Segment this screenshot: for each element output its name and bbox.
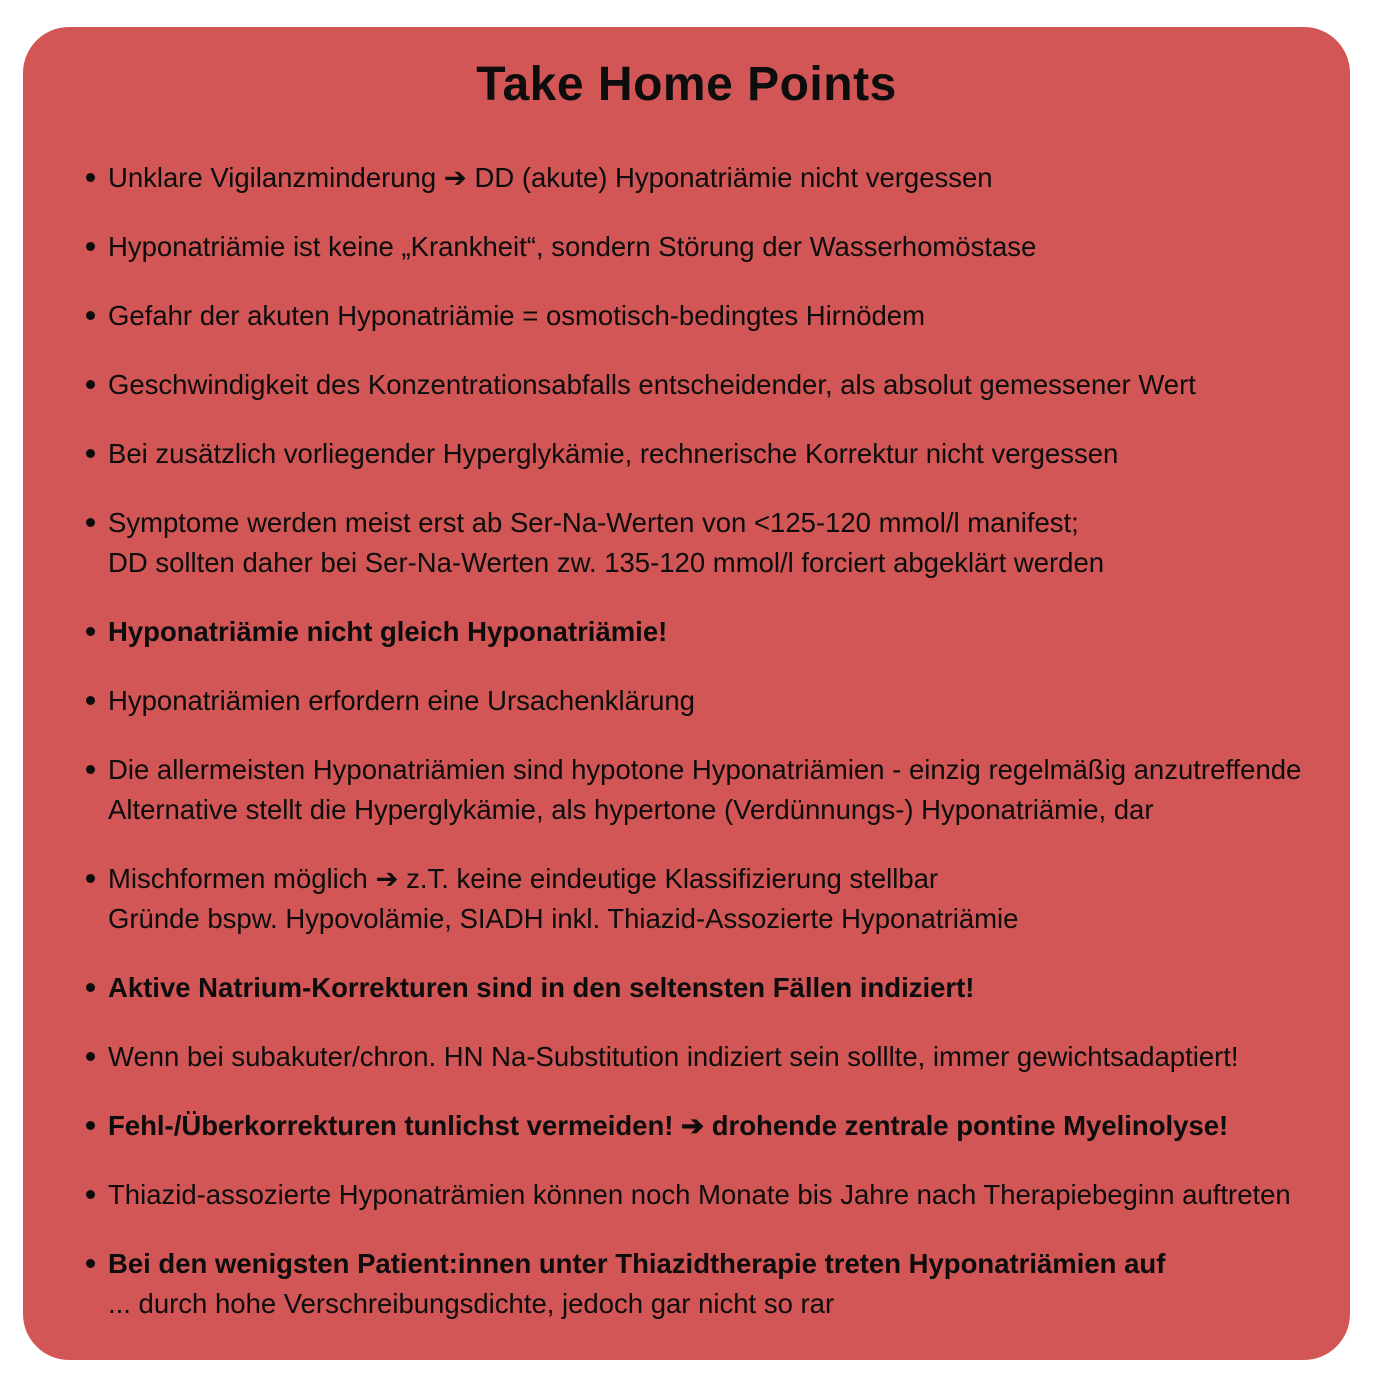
- bullet-text: Gründe bspw. Hypovolämie, SIADH inkl. Thiazid-Assozierte Hyponatriämie: [108, 903, 1019, 934]
- bullet-text: Mischformen möglich ➔ z.T. keine eindeutige Klassifizierung stellbar: [108, 863, 939, 894]
- bullet-icon: [86, 874, 95, 883]
- bullet-text: Die allermeisten Hyponatriämien sind hypotone Hyponatriämien - einzig regelmäßig anzutreffende: [108, 754, 1302, 785]
- bullet-text: Hyponatriämie nicht gleich Hyponatriämie!: [108, 616, 668, 647]
- list-item: [85, 503, 1308, 583]
- take-home-points-card: [23, 27, 1350, 1360]
- list-item: [85, 968, 1308, 1008]
- bullet-list: [85, 158, 1308, 1324]
- bullet-icon: [86, 1190, 95, 1199]
- bullet-text: Thiazid-assozierte Hyponaträmien können noch Monate bis Jahre nach Therapiebeginn auftreten: [108, 1179, 1291, 1210]
- bullet-text: Gefahr der akuten Hyponatriämie = osmotisch-bedingtes Hirnödem: [108, 300, 926, 331]
- bullet-text: DD sollten daher bei Ser-Na-Werten zw. 135-120 mmol/l forciert abgeklärt werden: [108, 547, 1105, 578]
- list-item: [85, 1244, 1308, 1324]
- bullet-icon: [86, 311, 95, 320]
- list-item: [85, 612, 1308, 652]
- list-item: [85, 434, 1308, 474]
- bullet-icon: [86, 627, 95, 636]
- bullet-text: Aktive Natrium-Korrekturen sind in den seltensten Fällen indiziert!: [108, 972, 975, 1003]
- bullet-text: Wenn bei subakuter/chron. HN Na-Substitution indiziert sein solllte, immer gewichtsadaptiert!: [108, 1041, 1239, 1072]
- bullet-icon: [86, 173, 95, 182]
- page-title: Take Home Points: [476, 58, 897, 111]
- list-item: [85, 750, 1308, 830]
- bullet-icon: [86, 983, 95, 992]
- bullet-icon: [86, 518, 95, 527]
- bullet-text: ... durch hohe Verschreibungsdichte, jedoch gar nicht so rar: [108, 1288, 835, 1319]
- bullet-icon: [86, 449, 95, 458]
- bullet-icon: [86, 242, 95, 251]
- bullet-text: Bei zusätzlich vorliegender Hyperglykämie, rechnerische Korrektur nicht vergessen: [108, 438, 1119, 469]
- list-item: [85, 227, 1308, 267]
- list-item: [85, 158, 1308, 198]
- bullet-icon: [86, 1259, 95, 1268]
- bullet-text: Fehl-/Überkorrekturen tunlichst vermeiden! ➔ drohende zentrale pontine Myelinolyse!: [108, 1110, 1229, 1141]
- list-item: [85, 296, 1308, 336]
- bullet-text: Geschwindigkeit des Konzentrationsabfalls entscheidender, als absolut gemessener Wert: [108, 369, 1196, 400]
- bullet-text: Hyponatriämien erfordern eine Ursachenklärung: [108, 685, 695, 716]
- bullet-icon: [86, 696, 95, 705]
- bullet-text: Alternative stellt die Hyperglykämie, als hypertone (Verdünnungs-) Hyponatriämie, dar: [108, 794, 1154, 825]
- bullet-icon: [86, 1052, 95, 1061]
- bullet-text: Symptome werden meist erst ab Ser-Na-Werten von <125-120 mmol/l manifest;: [108, 507, 1079, 538]
- bullet-text: Bei den wenigsten Patient:innen unter Thiazidtherapie treten Hyponatriämien auf: [108, 1248, 1166, 1279]
- list-item: [85, 365, 1308, 405]
- list-item: [85, 1175, 1308, 1215]
- bullet-icon: [86, 380, 95, 389]
- bullet-icon: [86, 765, 95, 774]
- list-item: [85, 1106, 1308, 1146]
- list-item: [85, 859, 1308, 939]
- bullet-text: Unklare Vigilanzminderung ➔ DD (akute) Hyponatriämie nicht vergessen: [108, 162, 993, 193]
- list-item: [85, 1037, 1308, 1077]
- bullet-text: Hyponatriämie ist keine „Krankheit“, sondern Störung der Wasserhomöstase: [108, 231, 1037, 262]
- bullet-icon: [86, 1121, 95, 1130]
- list-item: [85, 681, 1308, 721]
